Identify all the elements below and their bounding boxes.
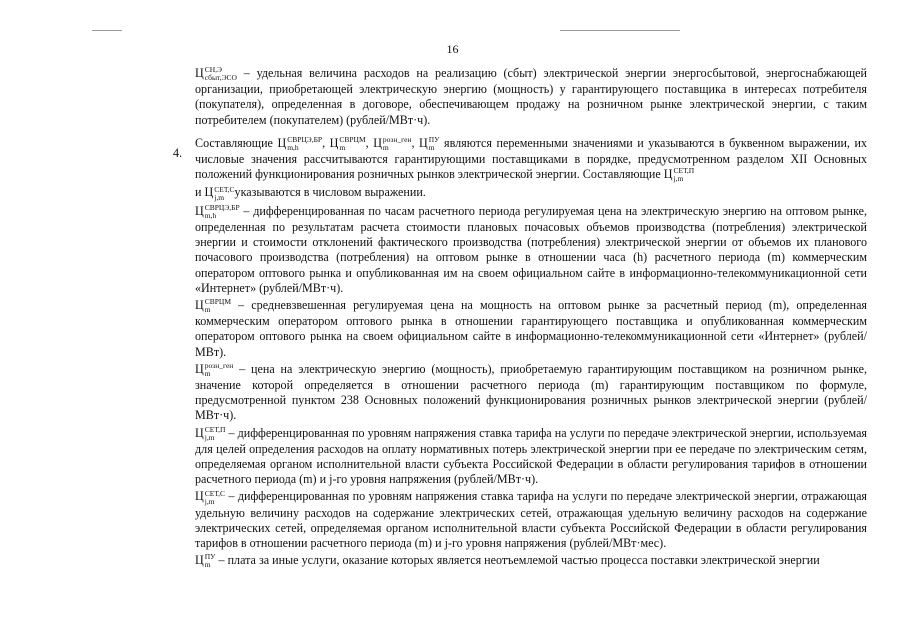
formula-symbol: Ц СЕТ,П j,m [195, 424, 226, 442]
paragraph-svrtse: Ц СВРЦЭ,БР m,h – дифференцированная по часам расчетного периода регулируемая цена на электрическую энергию на оптовом рынке, определенная по результатам расчета стоимости плановых почасовых объемов производства (потребления) электрической энергии и стоимости отклонений фактического производства (потребления) электрической энергии от объемов их планового почасового производства (потребления) на оптовом рынке в отношении часа (h) расчетного периода (m) коммерческим оператором оптового рынка и опубликованная им на своем официальном сайте в информационно-телекоммуникационной сети «Интернет» (рублей/МВт·ч). [195, 202, 867, 295]
page-number: 16 [446, 42, 459, 56]
paragraph-components: Составляющие Ц СВРЦЭ,БР m,h , Ц СВРЦМ m , Ц розн_ген m , Ц ПУ m являются переменными значениями и указываются в буквенном выражении, их числовые значения рассчитываются гарантирующими поставщиками в порядке, предусмотренном разделом XII Основных положений функционирования розничных рынков электрической энергии. Составляющие Ц СЕТ,П j,m [195, 135, 867, 184]
formula-symbol: Ц СЕТ,П j,m [663, 166, 695, 184]
scan-artifact [560, 30, 680, 31]
formula-symbol: Ц СВРЦЭ,БР m,h [195, 202, 240, 220]
document-body [195, 66, 867, 569]
formula-symbol: Ц СЕТ,С j,m [204, 184, 235, 202]
formula-symbol: Ц СВРЦМ m [329, 135, 366, 153]
paragraph-rozn-gen: Ц розн_ген m – цена на электрическую энергию (мощность), приобретаемую гарантирующим поставщиком на розничном рынке, значение которой определяется в отношении расчетного периода (m) гарантирующим поставщиком по формуле, предусмотренной пунктом 238 Основных положений функционирования розничных рынков электрической энергии (рублей/МВт·ч). [195, 360, 867, 423]
paragraph-set-s: Ц СЕТ,С j,m – дифференцированная по уровням напряжения ставка тарифа на услуги по передаче электрической энергии, отражающая удельную величину расходов на содержание электрических сетей, отражающая удельную величину расходов на содержание электрических сетей, определяемая органом исполнительной власти субъекта Российской Федерации в области регулирования тарифов в отношении расчетного периода (m) и j-го уровня напряжения (рублей/МВт·мес). [195, 488, 867, 551]
formula-symbol: Ц СН,Э сбыт,ЭСО [195, 65, 237, 83]
formula-symbol: Ц СЕТ,С j,m [195, 488, 226, 506]
paragraph-numeric: и Ц СЕТ,С j,m указываются в числовом выражении. [195, 184, 426, 202]
paragraph-tsbyt: Ц СН,Э сбыт,ЭСО – удельная величина расходов на реализацию (сбыт) электрической энергии энергосбытовой, энергоснабжающей организации, приобретающей электрическую энергию (мощность) у гарантирующего поставщика в интересах потребителя (покупателя), определенная в договоре, обеспечивающем продажу на розничном рынке электрической энергии, с таким потребителем (покупателем) (рублей/МВт·ч). [195, 65, 867, 127]
formula-symbol: Ц ПУ m [419, 135, 440, 153]
paragraph-set-p: Ц СЕТ,П j,m – дифференцированная по уровням напряжения ставка тарифа на услуги по передаче электрической энергии, используемая для целей определения расходов на оплату нормативных потерь электрической энергии при ее передаче по электрическим сетям, определяемая органом исполнительной власти субъекта Российской Федерации в области регулирования тарифов в отношении расчетного периода (m) и j-го уровня напряжения (рублей/МВт·ч). [195, 424, 867, 487]
formula-symbol: Ц розн_ген m [195, 360, 234, 378]
scan-artifact [92, 30, 122, 31]
formula-symbol: Ц розн_ген m [373, 135, 412, 153]
formula-symbol: Ц ПУ m [195, 552, 216, 570]
paragraph-pu: Ц ПУ m – плата за иные услуги, оказание которых является неотъемлемой частью процесса поставки электрической энергии [195, 552, 820, 570]
formula-symbol: Ц СВРЦЭ,БР m,h [277, 135, 323, 153]
paragraph-svrtsm: Ц СВРЦМ m – средневзвешенная регулируемая цена на мощность на оптовом рынке за расчетный период (m), определенная коммерческим оператором оптового рынка в отношении гарантирующего поставщика и опубликованная коммерческим оператором оптового рынка на своем официальном сайте в информационно-телекоммуникационной сети «Интернет» (рублей/МВт). [195, 297, 867, 359]
item-number: 4. [173, 146, 183, 160]
formula-symbol: Ц СВРЦМ m [195, 297, 231, 315]
